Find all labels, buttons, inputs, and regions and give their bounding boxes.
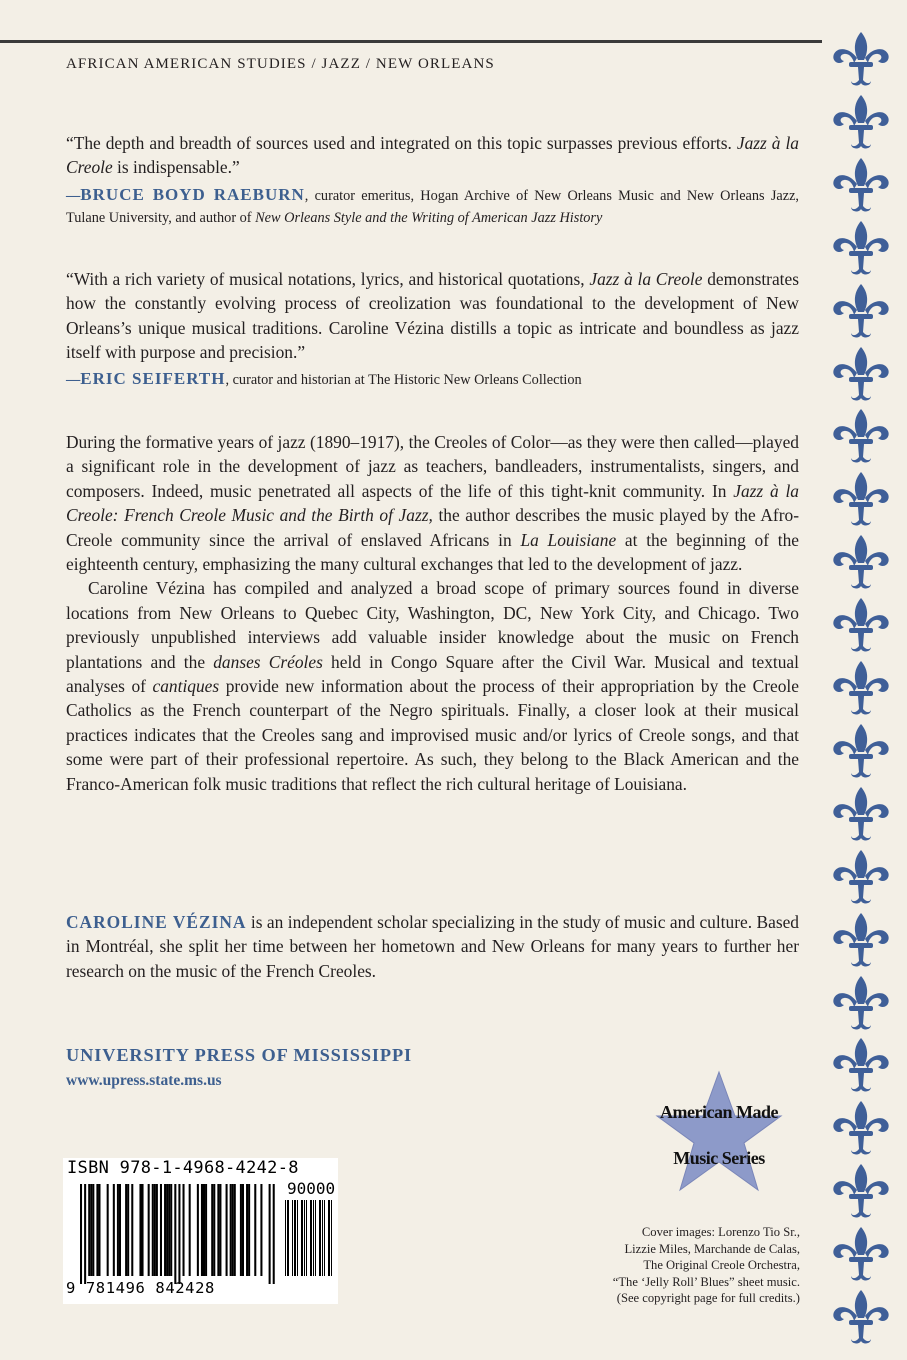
credit-line: Lizzie Miles, Marchande de Calas, (624, 1241, 800, 1256)
fleur-de-lis-icon (830, 156, 892, 214)
fleur-de-lis-icon (830, 911, 892, 969)
addon-bar (320, 1200, 321, 1276)
addon-bar (297, 1200, 298, 1276)
barcode-bar (242, 1184, 244, 1276)
ean-digits: 9 781496 842428 (66, 1279, 215, 1297)
barcode-bar (246, 1184, 248, 1276)
barcode-bar (219, 1184, 221, 1276)
publisher-url[interactable]: www.upress.state.ms.us (66, 1072, 222, 1089)
barcode-bar (88, 1184, 90, 1276)
fleur-de-lis-icon (830, 1099, 892, 1157)
barcode-bar (201, 1184, 203, 1276)
barcode-bar (203, 1184, 205, 1276)
blurb-1 (66, 131, 799, 229)
barcode-bar (178, 1184, 180, 1284)
blurb-1-quote: “The depth and breadth of sources used and integrated on this topic surpasses previous efforts. Jazz à la Creole is indispensable.” (66, 133, 799, 178)
barcode-bar (189, 1184, 191, 1276)
addon-bar (287, 1200, 288, 1276)
addon-bar (329, 1200, 330, 1276)
barcode-bar (232, 1184, 234, 1276)
addon-bar (331, 1200, 332, 1276)
addon-bar (294, 1200, 295, 1276)
barcode-bar (90, 1184, 92, 1276)
barcode-bar (217, 1184, 219, 1276)
barcode-bar (125, 1184, 127, 1276)
barcode-bar (84, 1184, 86, 1284)
barcode-bar (154, 1184, 156, 1276)
barcode-bar (240, 1184, 242, 1276)
barcode-bar (197, 1184, 199, 1276)
fleur-de-lis-icon (830, 1225, 892, 1283)
series-star-icon (614, 1068, 824, 1198)
addon-bar (285, 1200, 286, 1276)
addon-bar (295, 1200, 296, 1276)
book-description (66, 430, 799, 796)
isbn-label: ISBN 978-1-4968-4242-8 (67, 1158, 299, 1178)
top-rule (0, 40, 822, 43)
barcode-bar (139, 1184, 141, 1276)
barcode-bar (119, 1184, 121, 1276)
barcode-bar (98, 1184, 100, 1276)
credit-line: “The ‘Jelly Roll’ Blues” sheet music. (612, 1274, 800, 1289)
addon-bar (310, 1200, 311, 1276)
author-name: CAROLINE VÉZINA (66, 912, 247, 932)
barcode-bar (117, 1184, 119, 1276)
fleur-de-lis-icon (830, 345, 892, 403)
credit-line: Cover images: Lorenzo Tio Sr., (641, 1225, 800, 1239)
barcode-bar (211, 1184, 213, 1276)
blurb-2-attribution: —ERIC SEIFERTH, curator and historian at The Historic New Orleans Collection (66, 369, 582, 389)
addon-bar (292, 1200, 293, 1276)
barcode-bar (248, 1184, 250, 1276)
barcode-addon-digits: 90000 (287, 1179, 336, 1198)
barcode-bar (234, 1184, 236, 1276)
blurb-1-attribution: —BRUCE BOYD RAEBURN, curator emeritus, Hogan Archive of New Orleans Music and New Orleans Jazz, Tulane University, and author of New Orleans Style and the Writing of American Jazz History (66, 184, 800, 226)
blurb-2 (66, 267, 799, 391)
addon-bar (313, 1200, 314, 1276)
addon-bar (328, 1200, 329, 1276)
author-bio: CAROLINE VÉZINA is an independent scholar specializing in the study of music and culture. Based in Montréal, she split her time between her hometown and New Orleans for many years to further her research on the music of the French Creoles. (66, 912, 799, 981)
fleur-de-lis-icon (830, 30, 892, 88)
fleur-de-lis-icon (830, 533, 892, 591)
cover-credits (540, 1224, 800, 1307)
barcode-bar (168, 1184, 170, 1276)
fleur-de-lis-icon (830, 722, 892, 780)
barcode-bar (205, 1184, 207, 1276)
blurb-2-name: ERIC SEIFERTH (80, 369, 226, 389)
barcode-bar (96, 1184, 98, 1276)
barcode-bar (170, 1184, 172, 1276)
fleur-de-lis-icon (830, 93, 892, 151)
blurb-1-name: BRUCE BOYD RAEBURN (80, 184, 305, 204)
addon-bar (301, 1200, 302, 1276)
addon-bar (322, 1200, 323, 1276)
barcode-bar (260, 1184, 262, 1276)
barcode-bar (156, 1184, 158, 1276)
addon-bar (302, 1200, 303, 1276)
fleur-de-lis-icon (830, 848, 892, 906)
barcode-bar (113, 1184, 115, 1276)
fleur-de-lis-icon (830, 1162, 892, 1220)
barcode-bar (269, 1184, 271, 1284)
description-paragraph-1: During the formative years of jazz (1890–1917), the Creoles of Color—as they were then called—played a significant role in the development of jazz as teachers, bandleaders, instrumentalists, singers, and composers. Indeed, music penetrated all aspects of the life of this tight-knit community. In Jazz à la Creole: French Creole Music and the Birth of Jazz, the author describes the music played by the Afro-Creole community since the arrival of enslaved Africans in La Louisiane at the beginning of the eighteenth century, emphasizing the many cultural exchanges that led to the development of jazz. (66, 432, 799, 575)
barcode-bar (183, 1184, 185, 1276)
fleur-de-lis-icon (830, 659, 892, 717)
fleur-de-lis-icon (830, 1036, 892, 1094)
barcode-bar (148, 1184, 150, 1276)
series-logo (614, 1068, 824, 1198)
addon-bar (311, 1200, 312, 1276)
addon-bar (306, 1200, 307, 1276)
addon-bar (315, 1200, 316, 1276)
publisher-name: UNIVERSITY PRESS OF MISSISSIPPI (66, 1045, 413, 1065)
addon-bar (324, 1200, 325, 1276)
series-logo-line-1: American Made (660, 1102, 778, 1122)
barcode-bar (254, 1184, 256, 1276)
barcode-bar (174, 1184, 176, 1284)
addon-bar (288, 1200, 289, 1276)
credit-line: The Original Creole Orchestra, (643, 1258, 800, 1273)
addon-bar (319, 1200, 320, 1276)
barcode-bar (107, 1184, 109, 1276)
fleur-de-lis-icon (830, 219, 892, 277)
barcode-bar (142, 1184, 144, 1276)
fleur-de-lis-border (830, 30, 892, 1350)
barcode-bar (273, 1184, 275, 1284)
barcode-bar (131, 1184, 133, 1276)
barcode-bar (80, 1184, 82, 1284)
credit-line: (See copyright page for full credits.) (616, 1291, 800, 1306)
fleur-de-lis-icon (830, 470, 892, 528)
barcode-block (63, 1158, 338, 1304)
fleur-de-lis-icon (830, 1288, 892, 1346)
barcode-bar (127, 1184, 129, 1276)
fleur-de-lis-icon (830, 282, 892, 340)
barcode-bar (213, 1184, 215, 1276)
fleur-de-lis-icon (830, 785, 892, 843)
series-logo-line-2: Music Series (673, 1148, 765, 1168)
fleur-de-lis-icon (830, 407, 892, 465)
description-paragraph-2: Caroline Vézina has compiled and analyzed a broad scope of primary sources found in diverse locations from New Orleans to Quebec City, Washington, DC, New York City, and Chicago. Two previously unpublished interviews add valuable insider knowledge about the music on French plantations and the danses Créoles held in Congo Square after the Civil War. Musical and textual analyses of cantiques provide new information about the process of their appropriation by the Creole Catholics as the French counterpart of the Negro spirituals. Finally, a closer look at their musical practices indicates that the Creoles sang and improvised music and/or lyrics of Creole songs, and that some were part of their professional repertoire. As such, they belong to the Black American and the Franco-American folk music traditions that reflect the rich cultural heritage of Louisiana. (66, 578, 799, 794)
blurb-2-quote: “With a rich variety of musical notations, lyrics, and historical quotations, Jazz à la Creole demonstrates how the constantly evolving process of creolization was foundational to the development of New Orleans’s unique musical traditions. Caroline Vézina distills a topic as intricate and boundless as jazz itself with purpose and precision.” (66, 269, 799, 362)
barcode-bar (92, 1184, 94, 1276)
barcode-bar (164, 1184, 166, 1276)
fleur-de-lis-icon (830, 596, 892, 654)
barcode-bar (166, 1184, 168, 1276)
barcode-bar (152, 1184, 154, 1276)
category-label: AFRICAN AMERICAN STUDIES / JAZZ / NEW ORLEANS (66, 56, 495, 72)
fleur-de-lis-icon (830, 974, 892, 1032)
addon-bar (304, 1200, 305, 1276)
barcode-bar (226, 1184, 228, 1276)
barcode-bar (160, 1184, 162, 1276)
barcode-bar (230, 1184, 232, 1276)
